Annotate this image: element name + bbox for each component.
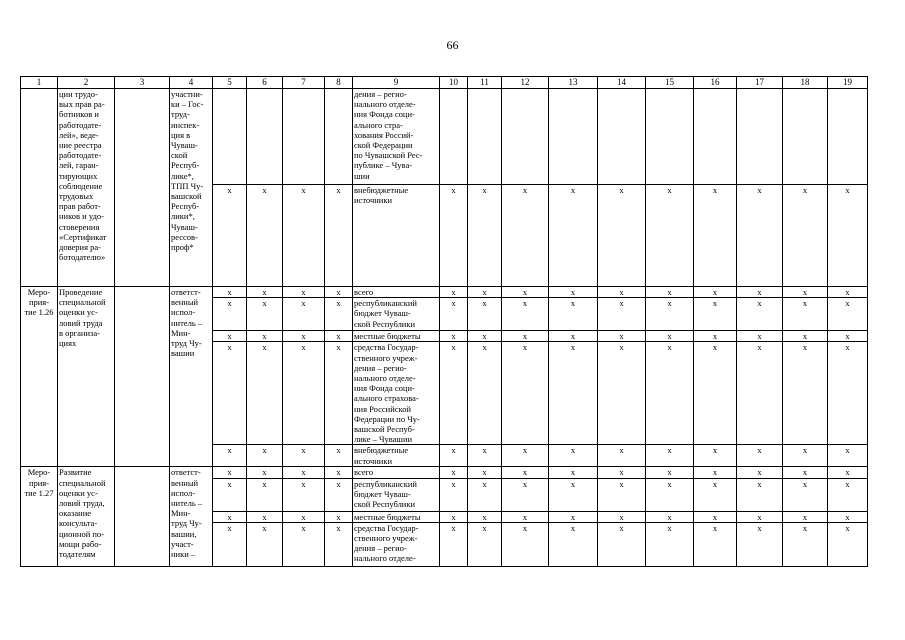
col-header: 8 <box>325 77 353 89</box>
activity-name-cell: Проведение специальной оценки ус- ловий труда в организа- циях <box>58 287 115 467</box>
x-mark: x <box>283 185 325 287</box>
funding-source-cell: средства Государ- ственного учреж- дения – регио- нального отделе- ния Фонда соци- ального страхова- ния Российской Федерации по Чу- вашской Респуб- лике – Чувашии <box>353 342 440 445</box>
x-mark: x <box>502 342 549 445</box>
x-mark: x <box>783 522 828 566</box>
x-mark: x <box>440 478 468 511</box>
x-mark: x <box>828 445 868 467</box>
x-mark: x <box>598 298 646 331</box>
x-mark: x <box>828 342 868 445</box>
x-mark: x <box>213 478 247 511</box>
x-mark: x <box>213 467 247 478</box>
x-mark: x <box>468 342 502 445</box>
x-mark: x <box>646 331 694 342</box>
x-mark: x <box>646 511 694 522</box>
x-mark: x <box>247 287 283 298</box>
x-mark: x <box>440 445 468 467</box>
activity-name-cell: ции трудо- вых прав ра- ботников и работодате- лей», веде- ние реестра работодате- лей, гаран- тирующих соблюдение трудовых прав работ- ников и удо- стоверения «Сертификат доверия ра- ботодателю» <box>58 89 115 287</box>
activity-number-cell: Меро- прия- тие 1.26 <box>21 287 58 467</box>
value-cell <box>502 89 549 185</box>
x-mark: x <box>737 511 783 522</box>
x-mark: x <box>440 342 468 445</box>
funding-source-cell: дения – регио- нального отделе- ния Фонда соци- ального стра- хования Россий- ской Федерации по Чувашской Рес- публике – Чува- шии <box>353 89 440 185</box>
x-mark: x <box>440 331 468 342</box>
x-mark: x <box>283 522 325 566</box>
x-mark: x <box>646 287 694 298</box>
col-header: 12 <box>502 77 549 89</box>
x-mark: x <box>828 522 868 566</box>
x-mark: x <box>502 478 549 511</box>
x-mark: x <box>325 511 353 522</box>
x-mark: x <box>549 467 598 478</box>
col-header: 11 <box>468 77 502 89</box>
x-mark: x <box>737 342 783 445</box>
table-row <box>21 89 868 185</box>
x-mark: x <box>213 287 247 298</box>
x-mark: x <box>549 331 598 342</box>
x-mark: x <box>828 298 868 331</box>
x-mark: x <box>213 511 247 522</box>
funding-source-cell: всего <box>353 287 440 298</box>
x-mark: x <box>549 478 598 511</box>
x-mark: x <box>440 511 468 522</box>
x-mark: x <box>325 287 353 298</box>
x-mark: x <box>247 298 283 331</box>
x-mark: x <box>737 467 783 478</box>
x-mark: x <box>549 298 598 331</box>
x-mark: x <box>694 331 737 342</box>
x-mark: x <box>646 445 694 467</box>
value-cell <box>549 89 598 185</box>
col-header: 18 <box>783 77 828 89</box>
value-cell <box>468 89 502 185</box>
col-header: 1 <box>21 77 58 89</box>
x-mark: x <box>737 445 783 467</box>
x-mark: x <box>283 298 325 331</box>
x-mark: x <box>468 287 502 298</box>
x-mark: x <box>783 478 828 511</box>
x-mark: x <box>737 478 783 511</box>
x-mark: x <box>598 478 646 511</box>
x-mark: x <box>828 467 868 478</box>
funding-source-cell: республиканский бюджет Чуваш- ской Республики <box>353 478 440 511</box>
x-mark: x <box>598 342 646 445</box>
x-mark: x <box>783 467 828 478</box>
x-mark: x <box>247 331 283 342</box>
funding-source-cell: всего <box>353 467 440 478</box>
x-mark: x <box>783 185 828 287</box>
value-cell <box>283 89 325 185</box>
col-header: 15 <box>646 77 694 89</box>
budget-table <box>20 76 868 567</box>
x-mark: x <box>502 287 549 298</box>
x-mark: x <box>468 467 502 478</box>
x-mark: x <box>468 522 502 566</box>
x-mark: x <box>694 298 737 331</box>
x-mark: x <box>549 342 598 445</box>
x-mark: x <box>737 287 783 298</box>
x-mark: x <box>247 467 283 478</box>
x-mark: x <box>783 445 828 467</box>
value-cell <box>325 89 353 185</box>
col-header: 10 <box>440 77 468 89</box>
x-mark: x <box>694 185 737 287</box>
x-mark: x <box>502 331 549 342</box>
x-mark: x <box>694 467 737 478</box>
x-mark: x <box>598 467 646 478</box>
x-mark: x <box>737 522 783 566</box>
col-header: 16 <box>694 77 737 89</box>
x-mark: x <box>213 298 247 331</box>
x-mark: x <box>325 522 353 566</box>
x-mark: x <box>283 511 325 522</box>
funding-source-cell: местные бюджеты <box>353 331 440 342</box>
x-mark: x <box>325 331 353 342</box>
x-mark: x <box>283 445 325 467</box>
x-mark: x <box>283 342 325 445</box>
col-header: 5 <box>213 77 247 89</box>
x-mark: x <box>549 287 598 298</box>
x-mark: x <box>325 342 353 445</box>
x-mark: x <box>783 342 828 445</box>
x-mark: x <box>502 511 549 522</box>
col-header: 13 <box>549 77 598 89</box>
x-mark: x <box>468 185 502 287</box>
x-mark: x <box>440 467 468 478</box>
x-mark: x <box>549 445 598 467</box>
x-mark: x <box>213 331 247 342</box>
x-mark: x <box>737 331 783 342</box>
value-cell <box>737 89 783 185</box>
col-header: 6 <box>247 77 283 89</box>
x-mark: x <box>247 185 283 287</box>
x-mark: x <box>502 298 549 331</box>
activity-number-cell: Меро- прия- тие 1.27 <box>21 467 58 566</box>
x-mark: x <box>598 511 646 522</box>
x-mark: x <box>213 342 247 445</box>
x-mark: x <box>646 298 694 331</box>
x-mark: x <box>468 478 502 511</box>
x-mark: x <box>502 445 549 467</box>
x-mark: x <box>646 185 694 287</box>
col-header: 17 <box>737 77 783 89</box>
x-mark: x <box>549 511 598 522</box>
x-mark: x <box>247 511 283 522</box>
x-mark: x <box>440 522 468 566</box>
x-mark: x <box>247 522 283 566</box>
x-mark: x <box>325 478 353 511</box>
funding-source-cell: внебюджетные источники <box>353 445 440 467</box>
x-mark: x <box>783 298 828 331</box>
x-mark: x <box>694 511 737 522</box>
funding-source-cell: внебюджетные источники <box>353 185 440 287</box>
x-mark: x <box>468 331 502 342</box>
x-mark: x <box>247 342 283 445</box>
funding-source-cell: средства Государ- ственного учреж- дения – регио- нального отделе- <box>353 522 440 566</box>
x-mark: x <box>502 522 549 566</box>
executor-cell: ответст- венный испол- нитель – Мин- труд Чу- вашии <box>170 287 213 467</box>
value-cell <box>440 89 468 185</box>
x-mark: x <box>283 287 325 298</box>
x-mark: x <box>440 298 468 331</box>
x-mark: x <box>213 185 247 287</box>
value-cell <box>783 89 828 185</box>
x-mark: x <box>247 478 283 511</box>
x-mark: x <box>598 522 646 566</box>
x-mark: x <box>468 511 502 522</box>
col-header: 19 <box>828 77 868 89</box>
x-mark: x <box>213 445 247 467</box>
x-mark: x <box>283 478 325 511</box>
value-cell <box>213 89 247 185</box>
empty-cell <box>115 467 170 566</box>
table-row <box>21 287 868 298</box>
funding-source-cell: республиканский бюджет Чуваш- ской Республики <box>353 298 440 331</box>
x-mark: x <box>694 478 737 511</box>
x-mark: x <box>325 185 353 287</box>
x-mark: x <box>737 185 783 287</box>
x-mark: x <box>694 445 737 467</box>
col-header: 14 <box>598 77 646 89</box>
x-mark: x <box>549 522 598 566</box>
x-mark: x <box>694 522 737 566</box>
executor-cell: участни- ки – Гос- труд- инспек- ция в Чуваш- ской Респуб- лике*, ТПП Чу- вашской Респуб- лики*, Чуваш- рессов- проф* <box>170 89 213 287</box>
header-row <box>21 77 868 89</box>
x-mark: x <box>283 467 325 478</box>
x-mark: x <box>694 342 737 445</box>
x-mark: x <box>468 298 502 331</box>
x-mark: x <box>783 287 828 298</box>
x-mark: x <box>646 522 694 566</box>
activity-name-cell: Развитие специальной оценки ус- ловий труда, оказание консульта- ционной по- мощи рабо- тодателям <box>58 467 115 566</box>
x-mark: x <box>646 467 694 478</box>
empty-cell <box>115 89 170 287</box>
col-header: 2 <box>58 77 115 89</box>
x-mark: x <box>468 445 502 467</box>
x-mark: x <box>828 185 868 287</box>
funding-source-cell: местные бюджеты <box>353 511 440 522</box>
x-mark: x <box>598 185 646 287</box>
x-mark: x <box>828 511 868 522</box>
x-mark: x <box>283 331 325 342</box>
x-mark: x <box>247 445 283 467</box>
x-mark: x <box>694 287 737 298</box>
empty-cell <box>115 287 170 467</box>
x-mark: x <box>828 478 868 511</box>
x-mark: x <box>646 478 694 511</box>
x-mark: x <box>828 287 868 298</box>
x-mark: x <box>598 445 646 467</box>
activity-number-cell <box>21 89 58 287</box>
x-mark: x <box>783 331 828 342</box>
x-mark: x <box>502 185 549 287</box>
page-number: 66 <box>446 38 459 52</box>
table-row <box>21 467 868 478</box>
x-mark: x <box>502 467 549 478</box>
x-mark: x <box>737 298 783 331</box>
x-mark: x <box>646 342 694 445</box>
x-mark: x <box>325 298 353 331</box>
x-mark: x <box>598 331 646 342</box>
value-cell <box>646 89 694 185</box>
x-mark: x <box>440 287 468 298</box>
x-mark: x <box>440 185 468 287</box>
x-mark: x <box>598 287 646 298</box>
col-header: 3 <box>115 77 170 89</box>
col-header: 7 <box>283 77 325 89</box>
value-cell <box>247 89 283 185</box>
executor-cell: ответст- венный испол- нитель – Мин- труд Чу- вашии, участ- ники – <box>170 467 213 566</box>
x-mark: x <box>828 331 868 342</box>
col-header: 4 <box>170 77 213 89</box>
value-cell <box>598 89 646 185</box>
x-mark: x <box>325 467 353 478</box>
x-mark: x <box>783 511 828 522</box>
value-cell <box>828 89 868 185</box>
x-mark: x <box>549 185 598 287</box>
x-mark: x <box>213 522 247 566</box>
col-header: 9 <box>353 77 440 89</box>
value-cell <box>694 89 737 185</box>
x-mark: x <box>325 445 353 467</box>
